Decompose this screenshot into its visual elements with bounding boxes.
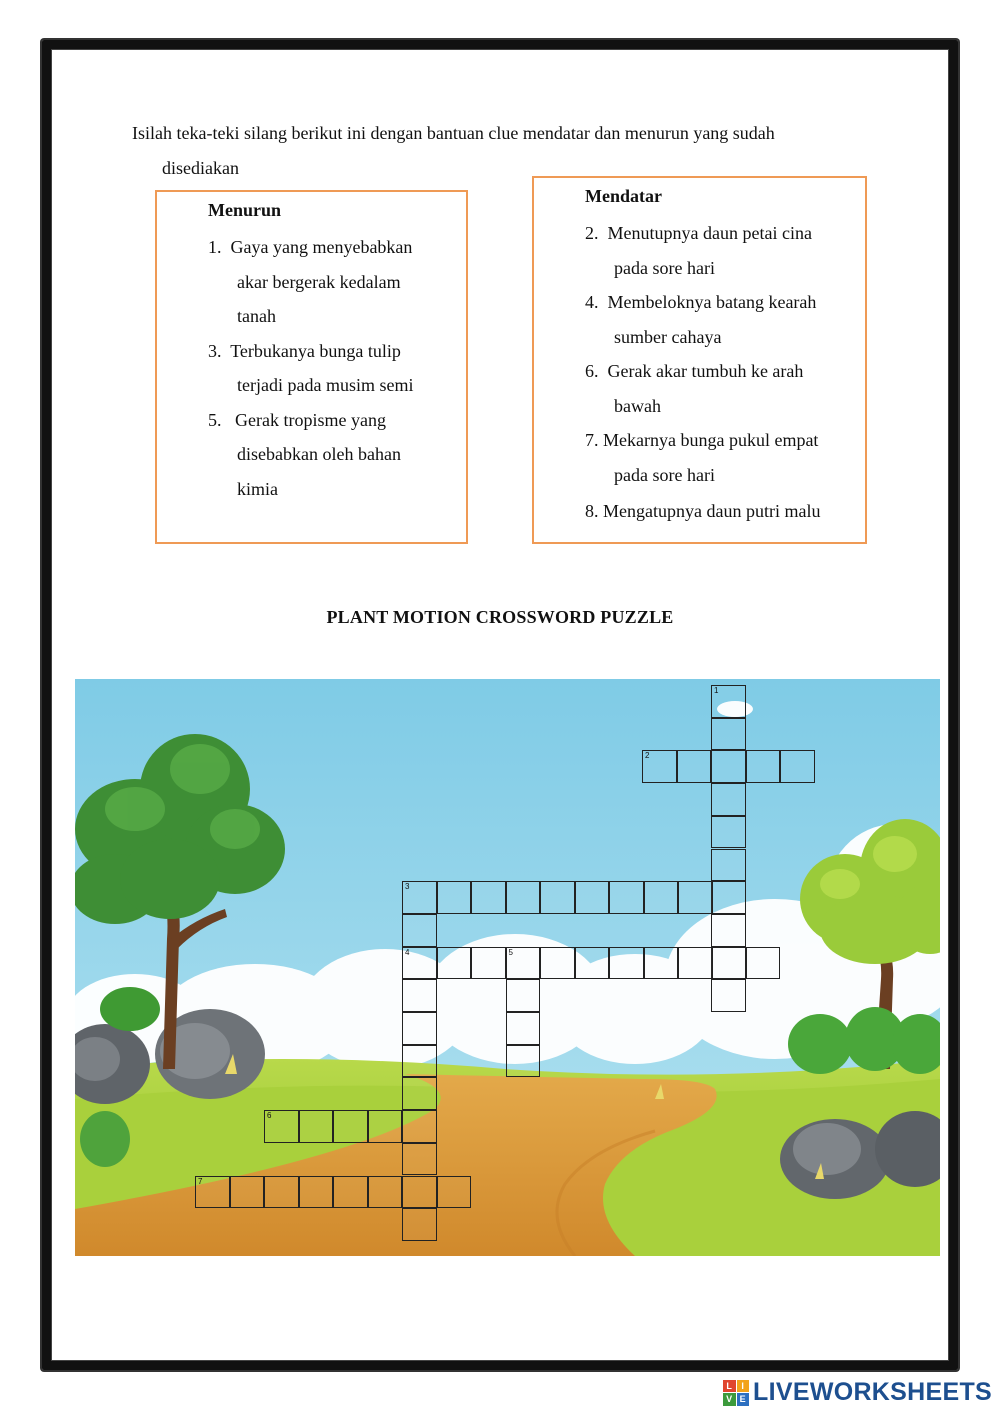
cell-3-across-6[interactable] xyxy=(575,881,610,914)
cell-4-across-8[interactable] xyxy=(644,947,679,980)
clue-down-3: 3. Terbukanya bunga tulip xyxy=(208,340,401,361)
clue-number-3: 3 xyxy=(405,882,410,892)
clue-number-7: 7 xyxy=(198,1176,203,1186)
cell-3-down-2[interactable] xyxy=(402,914,437,947)
clue-across-6: 6. Gerak akar tumbuh ke arah xyxy=(585,361,804,381)
cell-2-across-4[interactable] xyxy=(746,750,781,783)
cell-7-across-1[interactable] xyxy=(195,1176,230,1209)
clues-across-list xyxy=(585,216,853,529)
clues-across-box xyxy=(532,176,867,544)
cell-4-across-6[interactable] xyxy=(575,947,610,980)
liveworksheets-icon: L I V E xyxy=(723,1380,749,1406)
cell-4-across-5[interactable] xyxy=(540,947,575,980)
cell-3-down-5[interactable] xyxy=(402,1012,437,1045)
cell-6-across-2[interactable] xyxy=(299,1110,334,1143)
cell-1-down-2[interactable] xyxy=(711,718,746,751)
cell-4-across-2[interactable] xyxy=(437,947,472,980)
cell-1-down-9[interactable] xyxy=(711,947,746,980)
cell-3-down-9[interactable] xyxy=(402,1143,437,1176)
clue-down-5: 5. Gerak tropisme yang xyxy=(208,409,386,430)
clues-across-title: Mendatar xyxy=(585,186,662,206)
clues-down-box xyxy=(155,190,468,544)
clue-across-4-line2: sumber cahaya xyxy=(614,326,722,347)
clue-down-5-line2: disebabkan oleh bahan xyxy=(237,444,401,464)
cell-3-across-7[interactable] xyxy=(609,881,644,914)
cell-7-across-8[interactable] xyxy=(437,1176,472,1209)
cell-6-across-1[interactable] xyxy=(264,1110,299,1143)
cell-3-down-11[interactable] xyxy=(402,1208,437,1241)
cell-7-across-6[interactable] xyxy=(368,1176,403,1209)
cell-4-across-9[interactable] xyxy=(678,947,713,980)
clue-down-3-line2: terjadi pada musim semi xyxy=(237,375,414,395)
cell-4-across-11[interactable] xyxy=(746,947,781,980)
clue-number-4: 4 xyxy=(405,947,410,957)
cell-6-across-3[interactable] xyxy=(333,1110,368,1143)
cell-1-down-3[interactable] xyxy=(711,750,746,783)
clue-across-4: 4. Membeloknya batang kearah xyxy=(585,292,817,312)
clue-across-8: 8. Mengatupnya daun putri malu xyxy=(585,501,821,521)
cell-5-down-3[interactable] xyxy=(506,1012,541,1045)
cell-4-across-3[interactable] xyxy=(471,947,506,980)
clues-down-list xyxy=(208,230,455,506)
cell-7-across-3[interactable] xyxy=(264,1176,299,1209)
liveworksheets-wordmark: LIVEWORKSHEETS xyxy=(753,1378,992,1406)
cell-3-across-3[interactable] xyxy=(471,881,506,914)
cell-6-across-4[interactable] xyxy=(368,1110,403,1143)
cell-1-down-10[interactable] xyxy=(711,979,746,1012)
cell-3-down-8[interactable] xyxy=(402,1110,437,1143)
cell-7-across-2[interactable] xyxy=(230,1176,265,1209)
cell-1-down-8[interactable] xyxy=(711,914,746,947)
cell-3-across-5[interactable] xyxy=(540,881,575,914)
cell-3-across-9[interactable] xyxy=(678,881,713,914)
clue-number-6: 6 xyxy=(267,1111,272,1121)
cell-2-across-1[interactable] xyxy=(642,750,677,783)
clue-across-7: 7. Mekarnya bunga pukul empat xyxy=(585,430,819,450)
cell-3-down-4[interactable] xyxy=(402,979,437,1012)
instruction-text: Isilah teka-teki silang berikut ini dengan bantuan clue mendatar dan menurun yang sudah disediakan xyxy=(132,123,775,178)
clue-number-2: 2 xyxy=(645,751,650,761)
cell-3-down-6[interactable] xyxy=(402,1045,437,1078)
cell-5-down-4[interactable] xyxy=(506,1045,541,1078)
cell-3-across-1[interactable] xyxy=(402,881,437,914)
cell-4-across-4[interactable] xyxy=(506,947,541,980)
cell-2-across-5[interactable] xyxy=(780,750,815,783)
cell-4-across-7[interactable] xyxy=(609,947,644,980)
cell-4-across-1[interactable] xyxy=(402,947,437,980)
cell-1-down-5[interactable] xyxy=(711,816,746,849)
cell-3-across-8[interactable] xyxy=(644,881,679,914)
clue-down-1-line2: akar bergerak kedalam xyxy=(237,271,401,292)
cell-5-down-2[interactable] xyxy=(506,979,541,1012)
clue-number-1: 1 xyxy=(714,686,719,695)
cell-3-down-7[interactable] xyxy=(402,1077,437,1110)
cell-3-across-2[interactable] xyxy=(437,881,472,914)
clue-down-1-line3: tanah xyxy=(237,306,276,326)
cell-1-down-6[interactable] xyxy=(711,849,746,882)
clue-across-7-line2: pada sore hari xyxy=(614,464,715,485)
cell-7-across-5[interactable] xyxy=(333,1176,368,1209)
clue-down-5-line3: kimia xyxy=(237,478,278,499)
clue-down-1: 1. Gaya yang menyebabkan xyxy=(208,237,413,257)
cell-1-down-4[interactable] xyxy=(711,783,746,816)
clue-across-2: 2. Menutupnya daun petai cina xyxy=(585,223,812,243)
liveworksheets-logo[interactable] xyxy=(723,1378,992,1407)
clues-down-title: Menurun xyxy=(208,200,282,220)
clue-number-5: 5 xyxy=(508,947,513,957)
puzzle-title: PLANT MOTION CROSSWORD PUZZLE xyxy=(326,607,674,627)
cell-3-down-10[interactable] xyxy=(402,1176,437,1209)
cell-3-across-4[interactable] xyxy=(506,881,541,914)
cell-1-down-1[interactable] xyxy=(711,685,746,718)
cell-2-across-2[interactable] xyxy=(677,750,712,783)
cell-7-across-4[interactable] xyxy=(299,1176,334,1209)
clue-across-6-line2: bawah xyxy=(614,395,661,416)
clue-across-2-line2: pada sore hari xyxy=(614,257,715,278)
cell-1-down-7[interactable] xyxy=(711,881,746,914)
